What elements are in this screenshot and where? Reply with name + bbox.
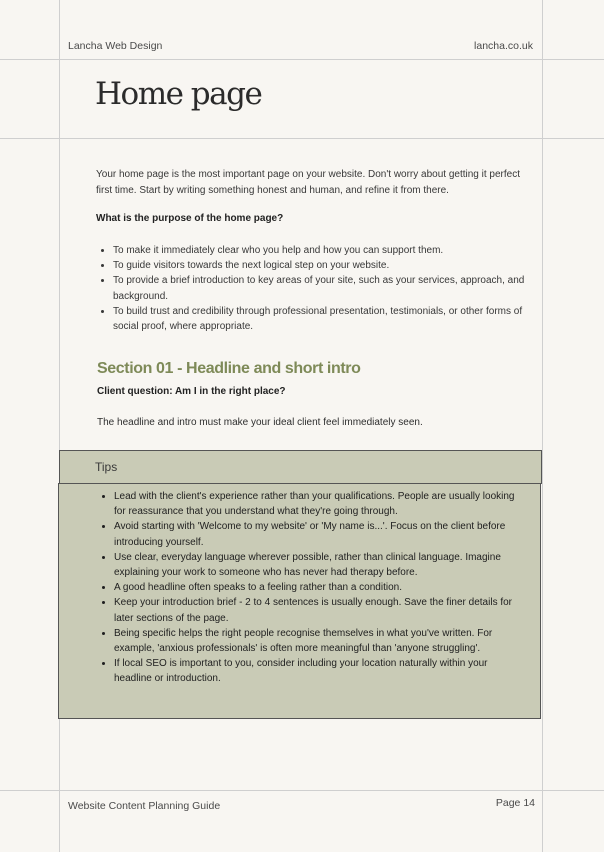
list-item: • Use clear, everyday language wherever possible, rather than clinical language. Imagine explaining your work to someone who has never had therapy before. (114, 550, 526, 580)
list-item: • Being specific helps the right people recognise themselves in what you've written. For example, 'anxious professionals' is often more meaningful than 'anyone struggling'. (114, 626, 526, 656)
tips-box (58, 483, 541, 719)
list-item: • Lead with the client's experience rather than your qualifications. People are usually looking for reassurance that you understand what they're going through. (114, 489, 526, 519)
header-rule-bottom (0, 138, 604, 139)
section-title: Section 01 - Headline and short intro (97, 360, 361, 377)
section-lead: The headline and intro must make your ideal client feel immediately seen. (97, 417, 423, 428)
right-margin-line (542, 0, 543, 852)
tips-heading: Tips (95, 460, 118, 474)
list-item: • To make it immediately clear who you help and how you can support them. (113, 243, 533, 258)
list-item: • To build trust and credibility through professional presentation, testimonials, or other forms of social proof, where appropriate. (113, 304, 533, 334)
list-item: • A good headline often speaks to a feeling rather than a condition. (114, 580, 526, 595)
header-url: lancha.co.uk (474, 40, 533, 52)
header-rule-top (0, 59, 604, 60)
footer-guide-title: Website Content Planning Guide (68, 800, 221, 812)
list-item: • To guide visitors towards the next logical step on your website. (113, 258, 533, 273)
list-item: • Keep your introduction brief - 2 to 4 sentences is usually enough. Save the finer details for later sections of the page. (114, 595, 526, 625)
tips-header (59, 450, 542, 484)
client-question: Client question: Am I in the right place? (97, 386, 286, 397)
page-number: Page 14 (495, 797, 535, 809)
list-item: • Avoid starting with 'Welcome to my website' or 'My name is...'. Focus on the client before introducing yourself. (114, 519, 526, 549)
footer-rule (0, 790, 604, 791)
tips-list (97, 489, 526, 687)
purpose-heading: What is the purpose of the home page? (96, 213, 284, 224)
page-title: Home page (95, 76, 262, 112)
left-margin-line (59, 0, 60, 852)
purpose-list (95, 243, 533, 334)
intro-paragraph: Your home page is the most important page on your website. Don't worry about getting it perfect first time. Start by writing something honest and human, and refine it from there. (96, 169, 520, 196)
header-brand: Lancha Web Design (68, 40, 163, 52)
list-item: • If local SEO is important to you, consider including your location naturally within your headline or introduction. (114, 656, 526, 686)
list-item: • To provide a brief introduction to key areas of your site, such as your services, approach, and background. (113, 273, 533, 303)
